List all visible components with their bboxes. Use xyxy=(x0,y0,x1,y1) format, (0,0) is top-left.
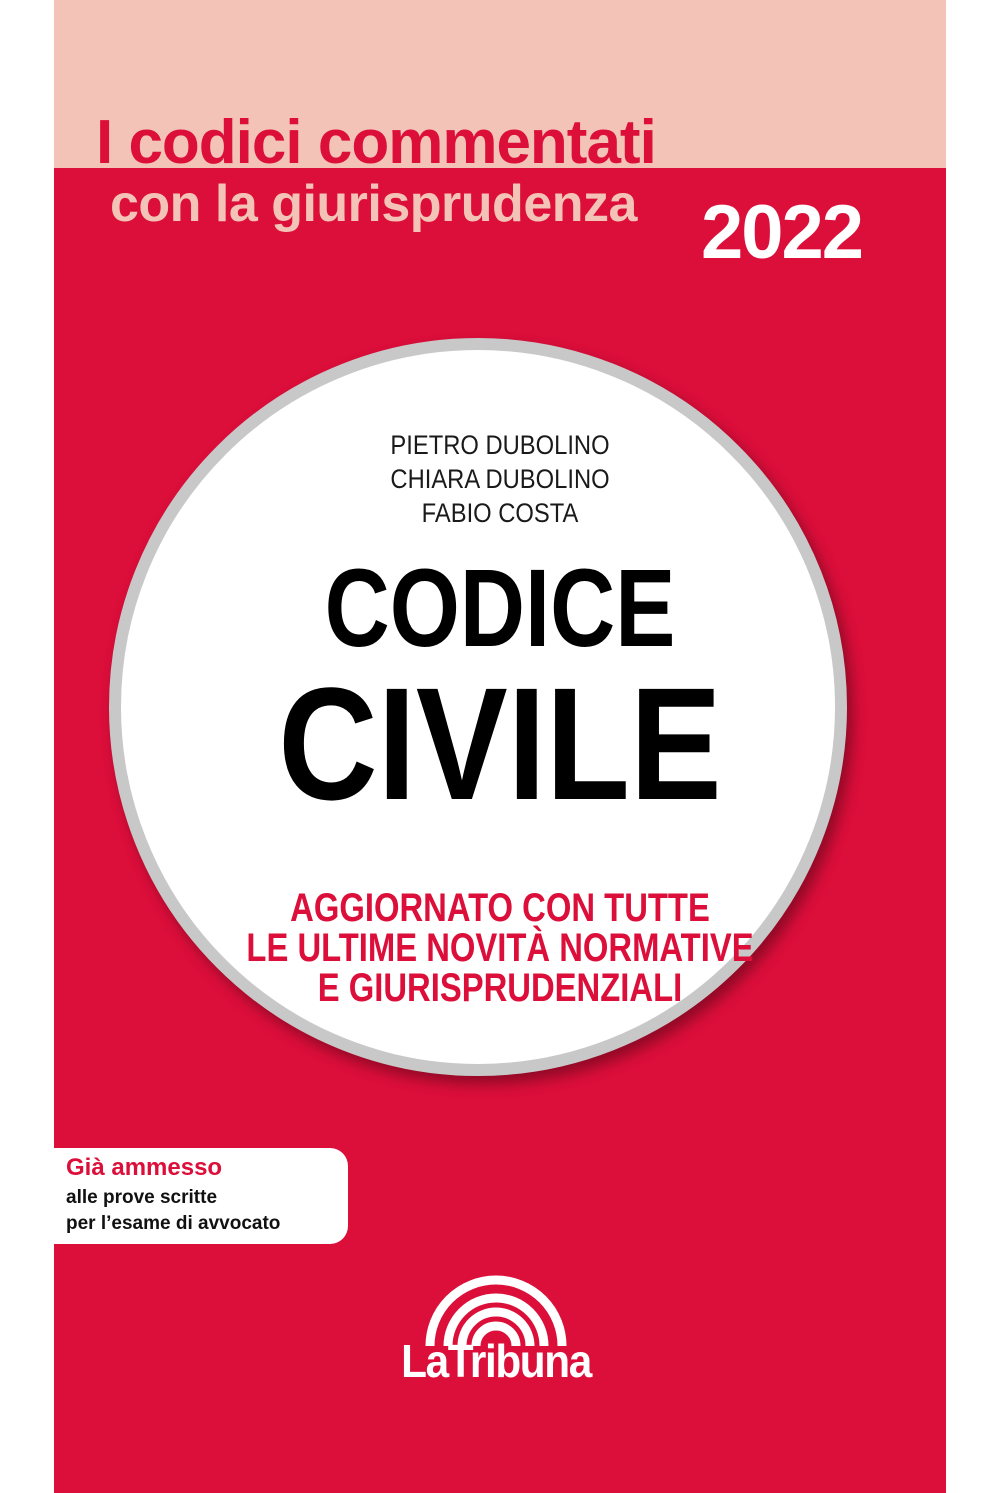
admission-badge xyxy=(54,1148,348,1244)
book-cover xyxy=(54,0,946,1493)
badge-title: Già ammesso xyxy=(66,1154,223,1181)
subtitle-line: LE ULTIME NOVITÀ NORMATIVE xyxy=(246,926,754,970)
subtitle-line: AGGIORNATO CON TUTTE xyxy=(290,886,710,930)
badge-text: alle prove scritte xyxy=(66,1187,218,1208)
publisher-logo xyxy=(366,1270,626,1390)
badge-text: per l’esame di avvocato xyxy=(66,1213,281,1234)
book-title-line-1: CODICE xyxy=(324,547,676,670)
author-list xyxy=(54,428,946,530)
book-subtitle xyxy=(54,888,946,1008)
author-name: FABIO COSTA xyxy=(421,498,579,528)
series-title-line-1: I codici commentati xyxy=(96,108,656,177)
subtitle-line: E GIURISPRUDENZIALI xyxy=(317,966,683,1010)
publisher-name: LaTribuna xyxy=(401,1335,591,1387)
series-title-line-2: con la giurisprudenza xyxy=(110,175,637,233)
edition-year: 2022 xyxy=(701,190,863,275)
author-name: CHIARA DUBOLINO xyxy=(390,464,610,494)
book-title-line-2: CIVILE xyxy=(278,654,722,833)
author-name: PIETRO DUBOLINO xyxy=(390,430,610,460)
